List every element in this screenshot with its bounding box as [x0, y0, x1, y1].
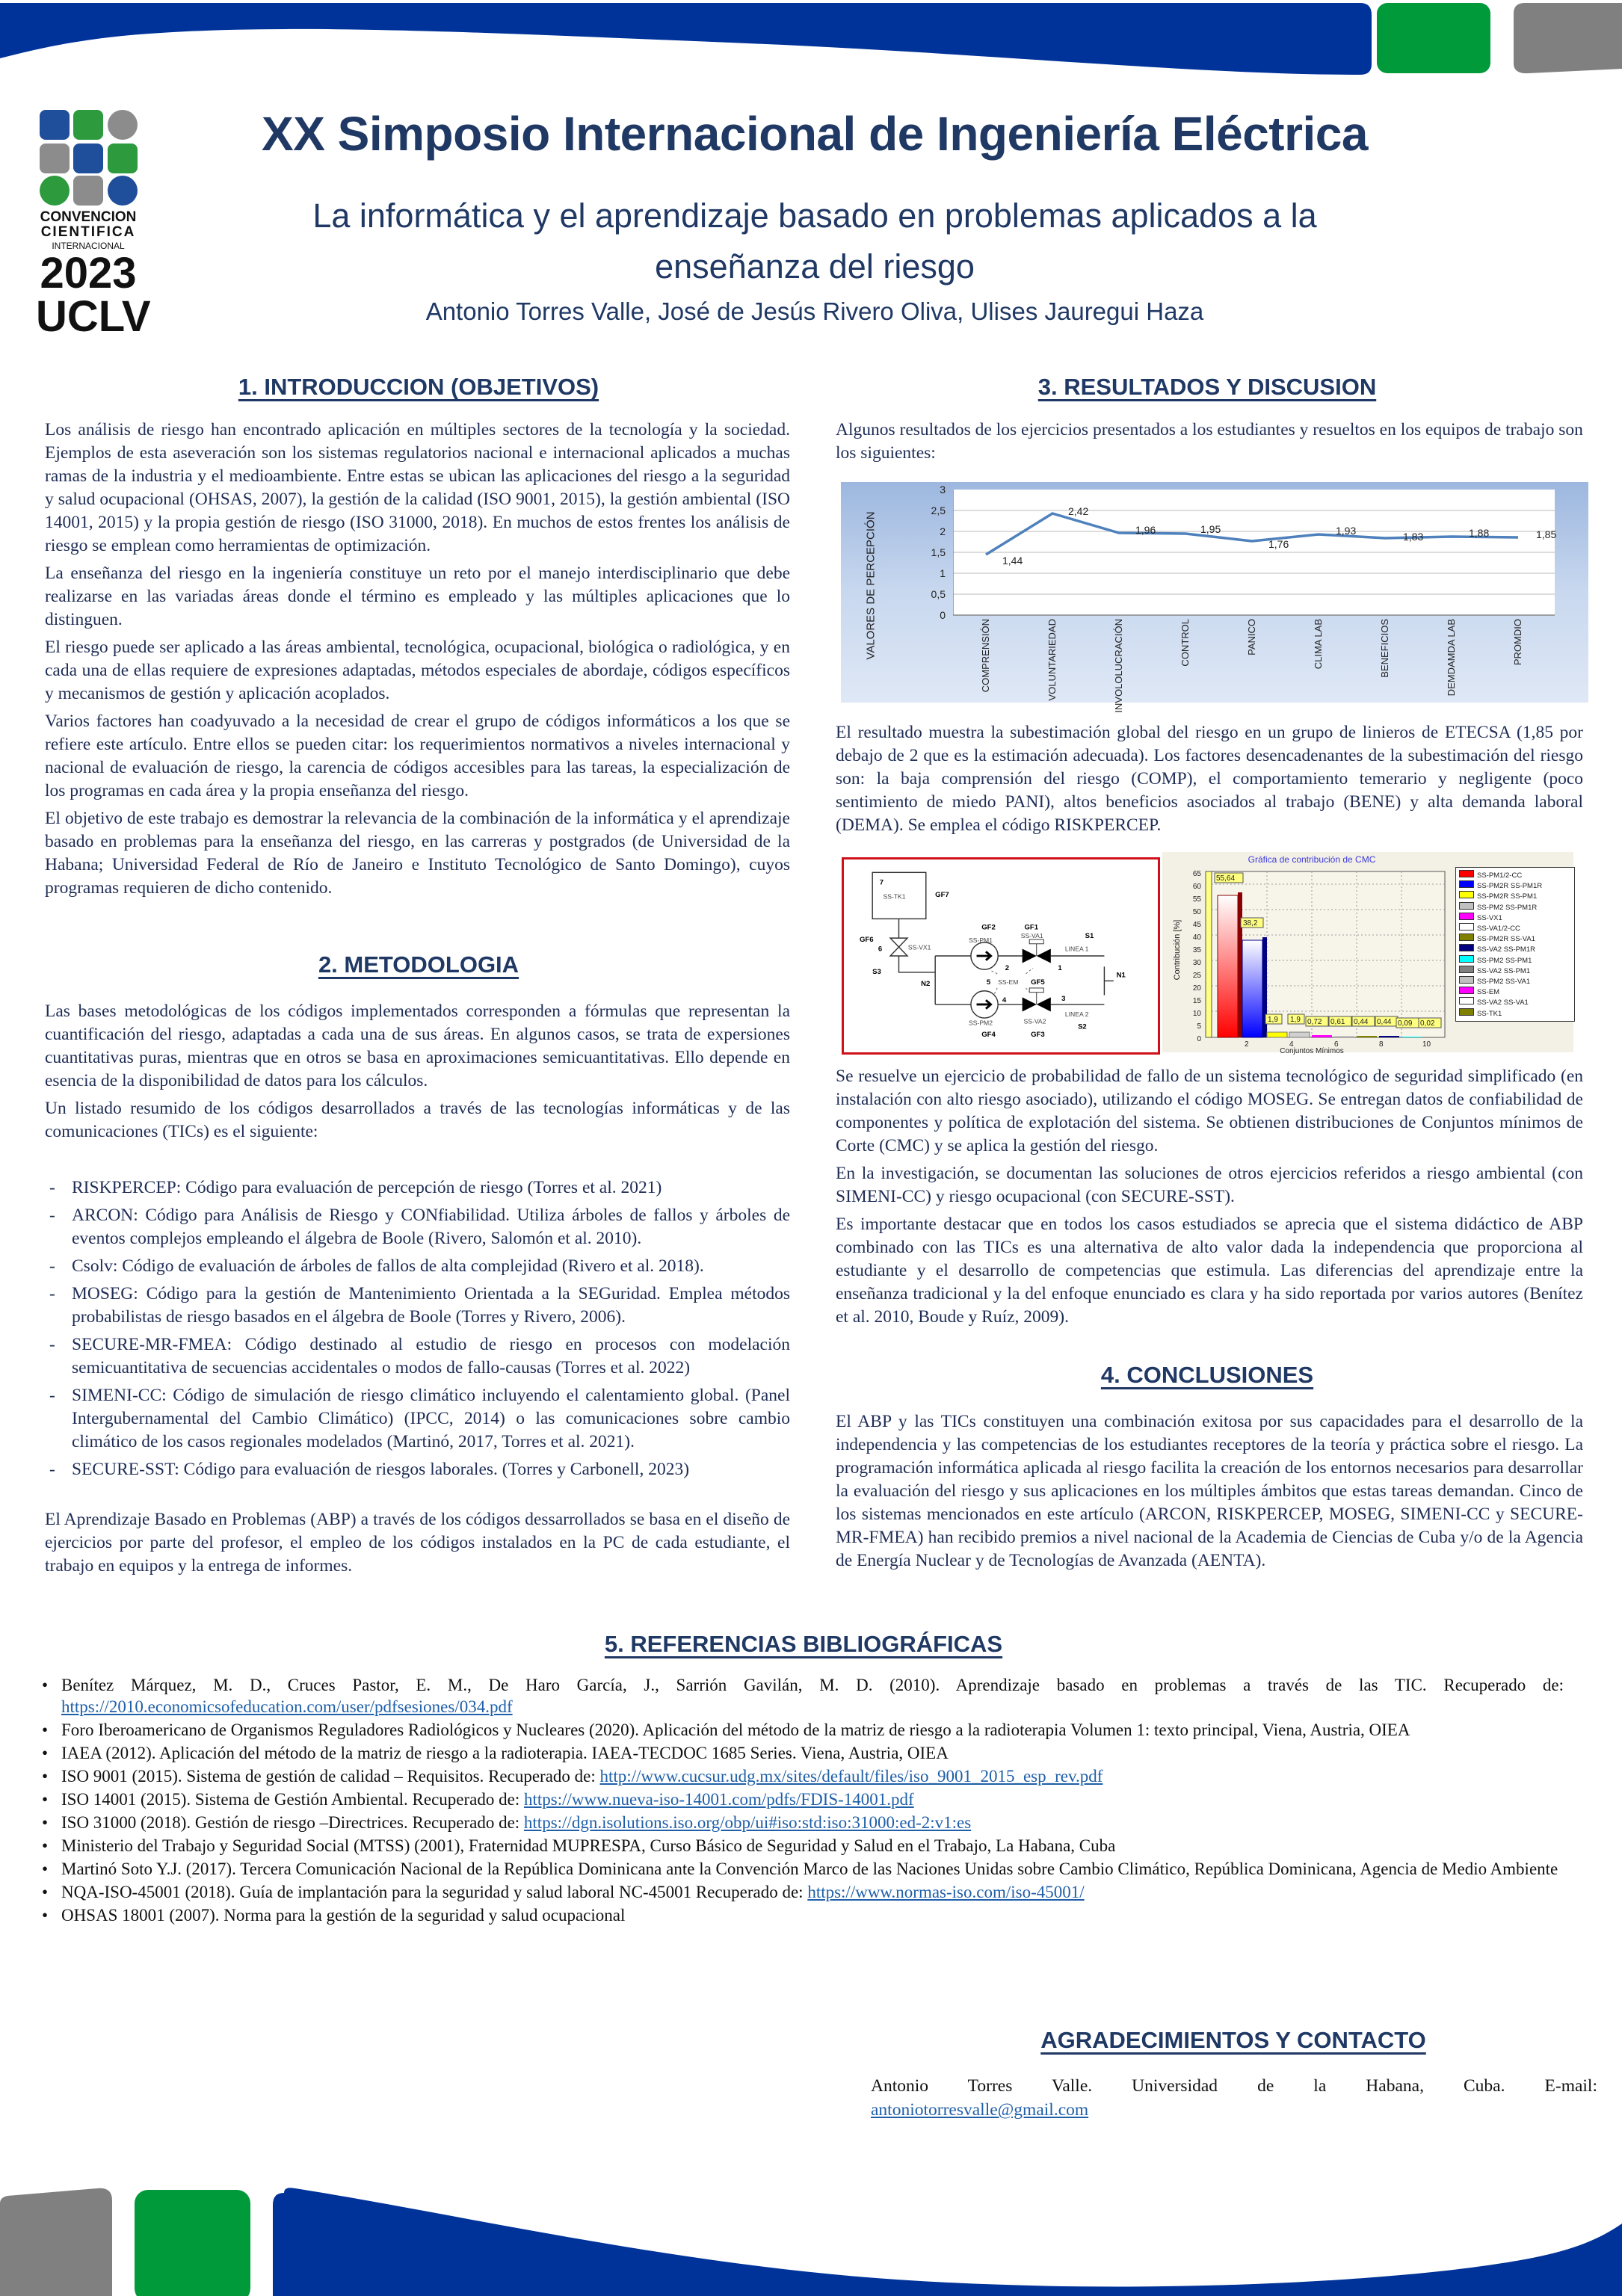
- svg-text:GF7: GF7: [935, 890, 949, 899]
- svg-text:LINEA 1: LINEA 1: [1064, 945, 1089, 953]
- svg-text:SS-EM: SS-EM: [998, 978, 1019, 987]
- chart-y-ticks: [916, 484, 946, 626]
- legend-item: SS-EM: [1459, 987, 1571, 997]
- svg-text:S3: S3: [872, 967, 881, 976]
- code-list-item: - Csolv: Código de evaluación de árboles de fallos de alta complejidad (Rivero et al. 2018).: [45, 1255, 790, 1278]
- code-list: [45, 1176, 790, 1481]
- x-category: PANICO: [1246, 619, 1257, 655]
- x-category: CLIMA LAB: [1313, 619, 1324, 670]
- svg-text:0,61: 0,61: [1330, 1018, 1345, 1026]
- x-category: BENEFICIOS: [1379, 619, 1390, 678]
- method-heading: 2. METODOLOGIA: [318, 951, 519, 978]
- line-chart-plot: [953, 490, 1558, 624]
- intro-paragraph: El riesgo puede ser aplicado a las áreas ambiental, tecnológica, ocupacional, biológica o radiológica, y en cada una de ellas requiere de expresiones adaptadas, métodos especiales de abordaje, códigos específicos y mecanismos de gestión y aplicación acoplados.: [45, 638, 790, 703]
- svg-text:SS-TK1: SS-TK1: [883, 892, 906, 901]
- reference-item: • NQA-ISO-45001 (2018). Guía de implantación para la seguridad y salud laboral NC-45001 Recuperado de: https://www.normas-iso.com/iso-45001/: [39, 1881, 1564, 1903]
- reference-item: • Foro Iberoamericano de Organismos Reguladores Radiológicos y Nucleares (2020). Aplicación del método de la matriz de riesgo a la radioterapia Volumen 1: texto principal, Viena, Austria, OIEA: [39, 1719, 1564, 1741]
- reference-item: • ISO 14001 (2015). Sistema de Gestión Ambiental. Recuperado de: https://www.nueva-iso-14001.com/pdfs/FDIS-14001.pdf: [39, 1789, 1564, 1810]
- svg-text:GF2: GF2: [981, 923, 996, 932]
- x-tick: 8: [1379, 1040, 1384, 1049]
- svg-text:SS-VA2: SS-VA2: [1023, 1017, 1046, 1025]
- svg-text:6: 6: [878, 945, 883, 954]
- code-list-item: - MOSEG: Código para la gestión de Mantenimiento Orientada a la SEGuridad. Emplea métodos probabilistas de riesgo basados en el álgebra de Boole (Torres y Rivero, 2006).: [45, 1283, 790, 1329]
- method-paragraph: Un listado resumido de los códigos desarrollados a través de las tecnologías informáticas y de las comunicaciones (TICs) es el siguiente:: [45, 1099, 790, 1141]
- reference-link[interactable]: http://www.cucsur.udg.mx/sites/default/files/iso_9001_2015_esp_rev.pdf: [599, 1767, 1103, 1786]
- svg-text:SS-PM1: SS-PM1: [969, 936, 993, 944]
- legend-item: SS-VA2 SS-PM1R: [1459, 944, 1571, 954]
- x-tick: 6: [1334, 1040, 1339, 1049]
- x-category: VOLUNTARIEDAD: [1046, 619, 1058, 701]
- y-tick: 1: [940, 567, 946, 579]
- cmc-bars-plot: [1185, 865, 1450, 1041]
- logo-mark-icon: [36, 108, 141, 206]
- cmc-x-label: Conjuntos Mínimos: [1280, 1047, 1344, 1055]
- references-heading: 5. REFERENCIAS BIBLIOGRÁFICAS: [604, 1631, 1003, 1657]
- x-category: INVOLOLUCRACIÓN: [1113, 619, 1124, 713]
- intro-paragraph: Varios factores han coadyuvado a la necesidad de crear el grupo de códigos informáticos a los que se refiere este artículo. Entre ellos se pueden citar: los requerimientos normativos a niveles internacional y nacional de evaluación de riesgo, la carencia de códigos accesibles para las tareas, la especialización de los programas en cada área y la propia enseñanza del riesgo.: [45, 712, 790, 800]
- svg-text:1,95: 1,95: [1200, 523, 1221, 535]
- x-tick: 4: [1289, 1040, 1294, 1049]
- code-list-item: - SECURE-MR-FMEA: Código destinado al estudio de riesgo en procesos con modelación semicuantitativa de secuencias accidentales o modos de fallo-causas (Torres et al. 2022): [45, 1333, 790, 1380]
- logo-line-3: INTERNACIONAL: [52, 241, 125, 251]
- svg-text:35: 35: [1192, 946, 1201, 954]
- poster-title: XX Simposio Internacional de Ingeniería Eléctrica: [262, 107, 1368, 161]
- y-tick: 0,5: [931, 588, 946, 600]
- svg-text:55,64: 55,64: [1216, 874, 1236, 883]
- reference-link[interactable]: https://www.normas-iso.com/iso-45001/: [807, 1883, 1085, 1901]
- code-list-item: - SIMENI-CC: Código de simulación de riesgo climático incluyendo el calentamiento global. (Panel Intergubernamental del Cambio Climático) (IPCC, 2014) o las comunicaciones sobre cambio climático de los casos regionales modelados (Martinó, 2017, Torres et al. 2021).: [45, 1384, 790, 1454]
- svg-text:SS-VX1: SS-VX1: [907, 943, 931, 951]
- legend-item: SS-VA2 SS-PM1: [1459, 966, 1571, 976]
- y-tick: 1,5: [931, 546, 946, 558]
- svg-text:GF4: GF4: [981, 1030, 996, 1039]
- reference-item: • Martinó Soto Y.J. (2017). Tercera Comunicación Nacional de la República Dominicana ante la Convención Marco de las Naciones Unidas sobre Cambio Climático, República Dominicana, Agencia de Medio Ambiente: [39, 1858, 1564, 1880]
- svg-text:0,44: 0,44: [1354, 1018, 1369, 1026]
- svg-text:1,9: 1,9: [1268, 1016, 1278, 1024]
- footer-wave-band: [0, 2182, 1622, 2296]
- svg-text:0,02: 0,02: [1420, 1019, 1435, 1028]
- svg-text:GF5: GF5: [1031, 978, 1045, 987]
- reference-item: • Benítez Márquez, M. D., Cruces Pastor, E. M., De Haro García, J., Sarrión Gavilán, M. D. (2010). Aprendizaje basado en problemas a través de las TIC. Recuperado de: https://2010.economicsofeducation.com/user/pdfsesiones/034.pdf: [39, 1674, 1564, 1718]
- intro-paragraph: La enseñanza del riesgo en la ingeniería constituye un reto por el manejo interdisciplinario que debe realizarse en las variadas áreas donde el término es empleado y las múltiples aplicaciones que lo distinguen.: [45, 564, 790, 629]
- svg-text:45: 45: [1192, 921, 1201, 929]
- reference-item: • Ministerio del Trabajo y Seguridad Social (MTSS) (2001), Fraternidad MUPRESPA, Curso Básico de Seguridad y Salud en el Trabajo, La Habana, Cuba: [39, 1835, 1564, 1857]
- x-tick: 10: [1422, 1040, 1431, 1049]
- svg-text:1,93: 1,93: [1336, 525, 1357, 537]
- reference-item: • ISO 9001 (2015). Sistema de gestión de calidad – Requisitos. Recuperado de: http://www.cucsur.udg.mx/sites/default/files/iso_9001_2015_esp_rev.pdf: [39, 1765, 1564, 1787]
- svg-text:0,44: 0,44: [1377, 1018, 1392, 1026]
- conclusions-body: El ABP y las TICs constituyen una combinación exitosa por sus capacidades para el desarrollo de la independencia y las competencias de los estudiantes receptores de la teoría y práctica sobre el riesgo. La programación informática aplicada al riesgo facilita la creación de los entornos necesarios para desarrollar la evaluación del riesgo y sus aplicaciones en los múltiples ámbitos que estas tareas demandan. Cinco de los sistemas mencionados en este artículo (ARCON, RISKPERCEP, MOSEG, SIMENI-CC y SECURE-MR-FMEA) han recibido premios a nivel nacional de la Academia de Ciencias de Cuba y/o de la Agencia de Energía Nuclear y de Tecnologías de Avanzada (AENTA).: [836, 1412, 1583, 1570]
- svg-text:7: 7: [879, 878, 884, 887]
- subtitle-line-2: enseñanza del riesgo: [655, 247, 975, 286]
- y-tick: 2: [940, 525, 946, 537]
- contact-text: Antonio Torres Valle. Universidad de la Habana, Cuba. E-mail:: [871, 2076, 1597, 2096]
- svg-text:GF3: GF3: [1031, 1030, 1045, 1039]
- svg-text:5: 5: [1197, 1022, 1201, 1031]
- svg-text:2: 2: [1005, 964, 1010, 973]
- svg-text:5: 5: [986, 978, 991, 987]
- code-list-item: - SECURE-SST: Código para evaluación de riesgos laborales. (Torres y Carbonell, 2023): [45, 1458, 790, 1481]
- svg-text:40: 40: [1192, 933, 1201, 942]
- logo-line-2: CIENTIFICA: [40, 224, 136, 240]
- pump-valve-schematic-icon: [844, 860, 1158, 1052]
- svg-text:SS-VA1: SS-VA1: [1020, 932, 1043, 940]
- svg-text:60: 60: [1192, 883, 1201, 891]
- legend-item: SS-TK1: [1459, 1008, 1571, 1019]
- cmc-legend: [1455, 867, 1575, 1022]
- cmc-contribution-bar-chart: [1162, 852, 1573, 1055]
- results-after-figures: [836, 1065, 1583, 1333]
- poster-subtitle: [194, 191, 1435, 292]
- results-paragraph: En la investigación, se documentan las soluciones de otros ejercicios referidos a riesgo ambiental (con SIMENI-CC) y riesgo ocupacional (con SECURE-SST).: [836, 1164, 1583, 1206]
- svg-text:S1: S1: [1085, 932, 1094, 941]
- logo-line-1: CONVENCION: [40, 209, 137, 225]
- reference-list: [39, 1674, 1564, 1928]
- results-paragraph: Se resuelve un ejercicio de probabilidad de fallo de un sistema tecnológico de seguridad simplificado (en instalación con alto riesgo asociado), utilizando el código MOSEG. Se entregan datos de confiabilidad de componentes y política de explotación del sistema. Se obtienen distribuciones de Conjuntos mínimos de Corte (CMC) y se aplica la gestión del riesgo.: [836, 1067, 1583, 1155]
- svg-text:2,42: 2,42: [1068, 505, 1089, 517]
- x-category: COMPRENSIÓN: [980, 619, 991, 693]
- legend-item: SS-PM2R SS-VA1: [1459, 933, 1571, 944]
- intro-paragraph: Los análisis de riesgo han encontrado aplicación en múltiples sectores de la tecnología y la sociedad. Ejemplos de esta aseveración son los sistemas regulatorios nacional e internacional aplicados a muchas ramas de la industria y el medioambiente. Entre estas se ubican las aplicaciones del riesgo a la seguridad y salud ocupacional (OHSAS, 2007), la gestión de la calidad (ISO 9001, 2015), la gestión ambiental (ISO 14001, 2015) y la propia gestión de riesgo (ISO 31000, 2018). En muchos de estos frentes los análisis de riesgo se emplean como herramientas de optimización.: [45, 420, 790, 555]
- intro-heading: 1. INTRODUCCION (OBJETIVOS): [238, 374, 599, 400]
- svg-text:0,09: 0,09: [1398, 1019, 1413, 1028]
- code-list-item: - ARCON: Código para Análisis de Riesgo y CONfiabilidad. Utiliza árboles de fallos y árboles de eventos complejos empleando el álgebra de Boole (Rivero, Salomón et al. 2010).: [45, 1204, 790, 1250]
- legend-item: SS-PM2 SS-VA1: [1459, 976, 1571, 987]
- y-tick: 0: [940, 609, 946, 621]
- contact-body: [871, 2075, 1597, 2098]
- chart-x-categories: [953, 619, 1555, 713]
- method-closing: El Aprendizaje Basado en Problemas (ABP) a través de los códigos dessarrollados se basa en el diseño de ejercicios por parte del profesor, el empleo de los códigos instalados en la PC de cada estudiante, el trabajo en equipos y la entrega de informes.: [45, 1510, 790, 1576]
- x-category: DEMDAMDA LAB: [1446, 619, 1457, 697]
- intro-body: [45, 419, 790, 904]
- logo-year: 2023: [40, 249, 137, 297]
- code-list-item: - RISKPERCEP: Código para evaluación de percepción de riesgo (Torres et al. 2021): [45, 1176, 790, 1200]
- chart-y-axis-label: VALORES DE PERCEPCIÓN: [864, 511, 878, 660]
- reference-item: • ISO 31000 (2018). Gestión de riesgo –Directrices. Recuperado de: https://dgn.isolutions.iso.org/obp/ui#iso:std:iso:31000:ed-2:v1:es: [39, 1812, 1564, 1833]
- cmc-chart-title: Gráfica de contribución de CMC: [1248, 854, 1376, 865]
- legend-item: SS-PM2R SS-PM1: [1459, 891, 1571, 901]
- reference-item: • IAEA (2012). Aplicación del método de la matriz de riesgo a la radioterapia. IAEA-TECDOC 1685 Series. Viena, Austria, OIEA: [39, 1742, 1564, 1764]
- cmc-y-label: Contribución [%]: [1173, 919, 1182, 981]
- y-tick: 3: [940, 484, 946, 496]
- svg-text:10: 10: [1192, 1010, 1201, 1018]
- svg-text:30: 30: [1192, 959, 1201, 967]
- x-category: CONTROL: [1180, 619, 1191, 667]
- svg-text:1,83: 1,83: [1403, 531, 1424, 543]
- x-category: PROMDIO: [1512, 619, 1523, 666]
- legend-item: SS-VA1/2-CC: [1459, 923, 1571, 933]
- svg-text:0: 0: [1197, 1035, 1201, 1041]
- svg-text:1,9: 1,9: [1290, 1016, 1301, 1024]
- perception-line-chart: [841, 482, 1588, 713]
- legend-item: SS-VX1: [1459, 913, 1571, 923]
- conclusions-heading: 4. CONCLUSIONES: [1100, 1362, 1314, 1388]
- svg-text:20: 20: [1192, 984, 1201, 993]
- contact-heading: AGRADECIMIENTOS Y CONTACTO: [1040, 2027, 1426, 2053]
- method-paragraph: Las bases metodológicas de los códigos implementados corresponden a fórmulas que representan la cuantificación del riesgo, adaptadas a cada una de sus áreas. En algunos casos, se trata de expersiones cuantitativas puras, mientras que en otros se basa en aproximaciones semicuantitativas. Ello depende en esencia de la disponibilidad de datos para los cálculos.: [45, 1002, 790, 1090]
- svg-text:1: 1: [1058, 964, 1062, 973]
- svg-text:3: 3: [1061, 995, 1066, 1004]
- legend-item: SS-PM2 SS-PM1: [1459, 955, 1571, 966]
- svg-text:N2: N2: [921, 980, 931, 989]
- results-after-chart: El resultado muestra la subestimación global del riesgo en un grupo de linieros de ETECSA (1,85 por debajo de 2 que es la estimación adecuada). Los factores desencadenantes de la subestimación del riesgo son: la baja comprensión del riesgo (COMP), el comportamiento temerario y negligente (poco sentimiento de miedo PANI), altos beneficios asociados al trabajo (BENE) y alta demanda laboral (DEMA). Se emplea el código RISKPERCEP.: [836, 723, 1583, 835]
- svg-text:0,72: 0,72: [1307, 1018, 1322, 1026]
- y-tick: 2,5: [931, 504, 946, 516]
- legend-item: SS-VA2 SS-VA1: [1459, 997, 1571, 1007]
- subtitle-line-1: La informática y el aprendizaje basado en problemas aplicados a la: [312, 197, 1317, 235]
- method-body: [45, 1000, 790, 1582]
- legend-item: SS-PM2R SS-PM1R: [1459, 880, 1571, 891]
- svg-text:50: 50: [1192, 908, 1201, 916]
- reference-item: • OHSAS 18001 (2007). Norma para la gestión de la seguridad y salud ocupacional: [39, 1904, 1564, 1926]
- logo-org: UCLV: [36, 292, 151, 341]
- svg-text:GF6: GF6: [860, 935, 874, 944]
- svg-text:1,76: 1,76: [1268, 538, 1289, 550]
- svg-text:15: 15: [1192, 997, 1201, 1005]
- svg-text:65: 65: [1192, 870, 1201, 878]
- reference-link[interactable]: https://dgn.isolutions.iso.org/obp/ui#iso:std:iso:31000:ed-2:v1:es: [523, 1813, 972, 1832]
- legend-item: SS-PM1/2-CC: [1459, 870, 1571, 880]
- reference-link[interactable]: https://www.nueva-iso-14001.com/pdfs/FDIS-14001.pdf: [523, 1790, 914, 1809]
- svg-text:S2: S2: [1078, 1022, 1087, 1031]
- results-heading: 3. RESULTADOS Y DISCUSION: [1037, 374, 1377, 400]
- safety-system-diagram: [842, 857, 1160, 1055]
- svg-text:25: 25: [1192, 972, 1201, 980]
- legend-item: SS-PM2 SS-PM1R: [1459, 902, 1571, 913]
- svg-text:1,85: 1,85: [1536, 528, 1557, 540]
- header-wave-band: [0, 0, 1622, 82]
- results-intro: Algunos resultados de los ejercicios presentados a los estudiantes y resueltos en los equipos de trabajo son los siguientes:: [836, 420, 1583, 463]
- svg-text:55: 55: [1192, 895, 1201, 904]
- reference-link[interactable]: https://2010.economicsofeducation.com/user/pdfsesiones/034.pdf: [61, 1697, 513, 1716]
- svg-text:1,88: 1,88: [1469, 527, 1490, 539]
- svg-text:38,2: 38,2: [1243, 919, 1258, 928]
- svg-text:N1: N1: [1116, 971, 1126, 980]
- svg-text:LINEA 2: LINEA 2: [1064, 1010, 1089, 1019]
- results-paragraph: Es importante destacar que en todos los casos estudiados se aprecia que el sistema didáctico de ABP combinado con las TICs es una alternativa de alto valor dada la independencia que proporciona al estudiante y el desarrollo de competencias que estimula. Las diferencias del aprendizaje entre la enseñanza tradicional y la del enfoque enunciado es clara y ha sido reportada por varios autores (Benítez et al. 2010, Boude y Ruíz, 2009).: [836, 1215, 1583, 1327]
- svg-text:1,96: 1,96: [1135, 524, 1156, 536]
- conference-logo: [36, 108, 151, 341]
- svg-text:1,44: 1,44: [1002, 555, 1023, 567]
- svg-text:4: 4: [1002, 996, 1007, 1005]
- contact-email-link[interactable]: antoniotorresvalle@gmail.com: [871, 2100, 1089, 2120]
- intro-paragraph: El objetivo de este trabajo es demostrar la relevancia de la combinación de la informática y el aprendizaje basado en problemas para la enseñanza del riesgo, en las carreras y postgrados (de Universidad de la Habana; Universidad Federal de Río de Janeiro e Instituto Tecnológico de Santo Domingo), cuyos programas requieren de dicho contenido.: [45, 809, 790, 898]
- authors: Antonio Torres Valle, José de Jesús Rivero Oliva, Ulises Jauregui Haza: [425, 297, 1204, 325]
- x-tick: 2: [1245, 1040, 1249, 1049]
- svg-text:GF1: GF1: [1024, 923, 1039, 932]
- svg-text:SS-PM2: SS-PM2: [969, 1019, 993, 1027]
